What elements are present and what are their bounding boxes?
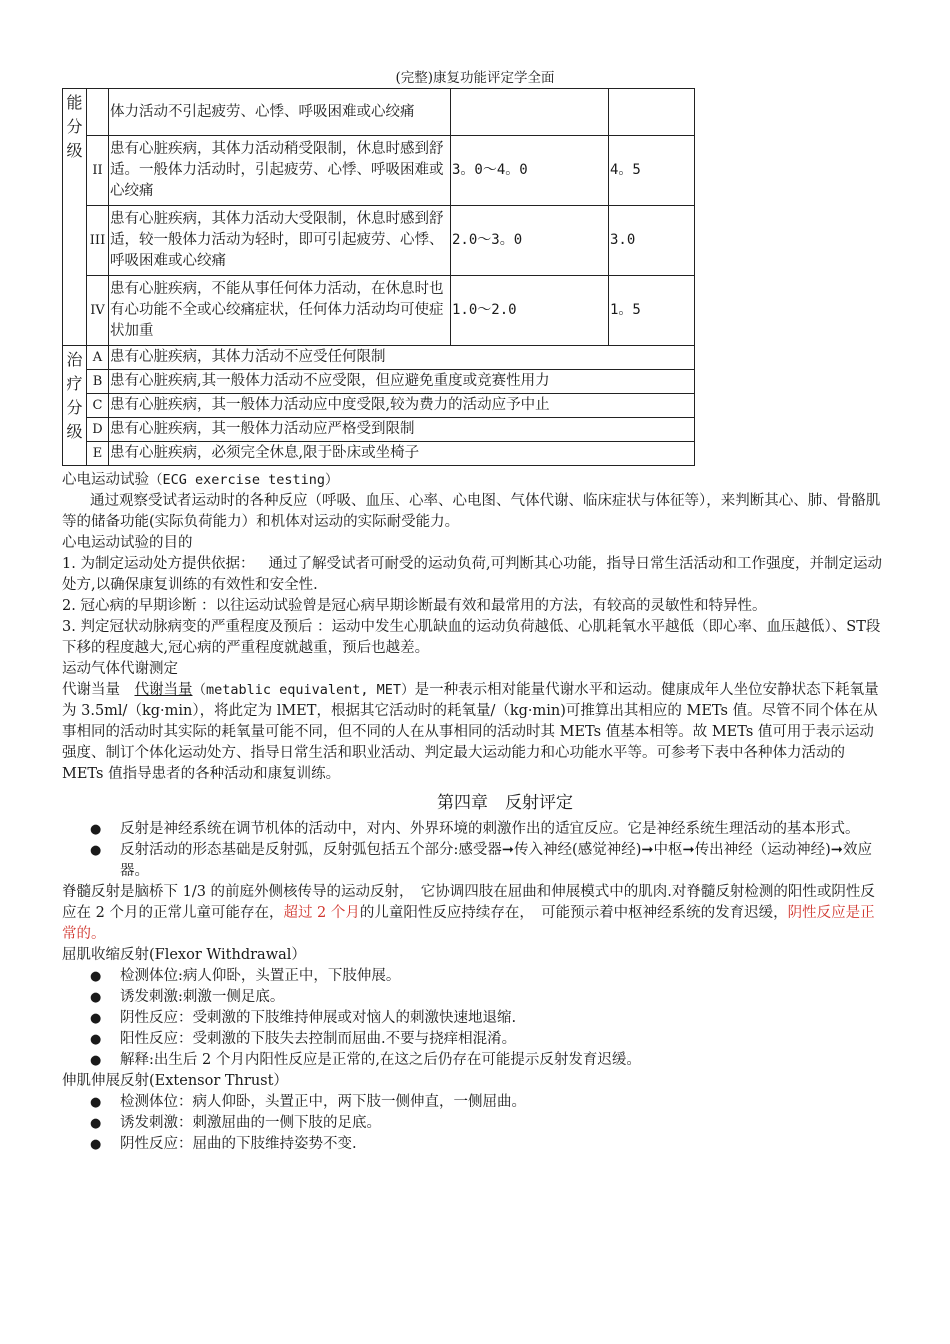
section-label-treatment-grade: 治疗分级 [63, 346, 87, 466]
grade-cell: D [87, 418, 109, 442]
section-label-function-grade: 能分级 [63, 89, 87, 346]
description-cell: 患有心脏疾病，其一般体力活动应中度受限,较为费力的活动应予中止 [109, 394, 695, 418]
highlight-text: 阴性反应是正常的。 [62, 905, 875, 942]
grade-cell [87, 89, 109, 136]
range-cell: 3。0～4。0 [451, 136, 609, 206]
ecg-purpose-item [62, 554, 888, 596]
list-item-text: 检测体位:病人仰卧，头置正中，下肢伸展。 [120, 968, 401, 984]
bullet-icon: ● [90, 1116, 102, 1131]
range-cell: 1.0～2.0 [451, 276, 609, 346]
item-title: 判定冠状动脉病变的严重程度及预后 ： [80, 619, 332, 635]
value-cell: 3.0 [609, 206, 695, 276]
table-row [63, 418, 695, 442]
range-cell: 2.0～3。0 [451, 206, 609, 276]
value-cell [609, 89, 695, 136]
grade-cell: B [87, 370, 109, 394]
ecg-heading-cn: 心电运动试验 [62, 472, 149, 488]
extensor-heading: 伸肌伸展反射(Extensor Thrust） [62, 1073, 288, 1089]
grade-cell: IV [87, 276, 109, 346]
spinal-text: 脊髓反射是脑桥下 1/3 的前庭外侧核传导的运动反射， 它协调四肢在屈曲和伸展模式中的肌肉.对脊髓反射检测的阳性或阴性反应在 2 个月的正常儿童可能存在， [62, 884, 875, 921]
table-row [63, 206, 695, 276]
grade-cell: E [87, 442, 109, 466]
table-row [63, 276, 695, 346]
bullet-icon: ● [90, 990, 102, 1005]
bullet-icon: ● [90, 843, 102, 858]
item-text: 以往运动试验曾是冠心病早期诊断最有效和最常用的方法，有较高的灵敏性和特异性。 [215, 598, 767, 614]
item-number: 3. [62, 619, 76, 635]
table-row [63, 394, 695, 418]
met-term: 代谢当量 [134, 682, 193, 698]
description-cell: 患有心脏疾病，必须完全休息,限于卧床或坐椅子 [109, 442, 695, 466]
table-row [63, 346, 695, 370]
item-text: 通过了解受试者可耐受的运动负荷,可判断其心功能，指导日常生活活动和工作强度，并制定运动处方,以确保康复训练的有效性和安全性. [62, 556, 883, 593]
table-row [63, 370, 695, 394]
bullet-icon: ● [90, 822, 102, 837]
list-item-text: 检测体位：病人仰卧，头置正中，两下肢一侧伸直，一侧屈曲。 [120, 1094, 526, 1110]
flexor-heading: 屈肌收缩反射(Flexor Withdrawal） [62, 947, 306, 963]
list-item [62, 1092, 888, 1113]
highlight-text: 超过 2 个月 [283, 905, 360, 921]
grade-cell: A [87, 346, 109, 370]
list-item [62, 966, 888, 987]
bullet-icon: ● [90, 1095, 102, 1110]
document-header-title: (完整)康复功能评定学全面 [395, 70, 555, 86]
ecg-heading [62, 470, 888, 491]
item-text: 运动中发生心肌缺血的运动负荷越低、心肌耗氧水平越低（即心率、血压越低）、ST段下移的程度越大,冠心病的严重程度就越重，预后也越差。 [62, 619, 881, 656]
description-cell: 患有心脏疾病，其一般体力活动应严格受到限制 [109, 418, 695, 442]
grade-cell: C [87, 394, 109, 418]
chapter-title: 第四章 反射评定 [437, 793, 573, 813]
list-item-text: 反射活动的形态基础是反射弧，反射弧包括五个部分:感受器➞传入神经(感觉神经)➞中枢➞传出神经（运动神经)➞效应器。 [120, 842, 872, 879]
cardiac-function-table [62, 88, 695, 466]
spinal-reflex-paragraph [62, 882, 888, 945]
table-row [63, 136, 695, 206]
extensor-list [62, 1092, 888, 1155]
description-cell: 患有心脏疾病，不能从事任何体力活动，在休息时也有心功能不全或心绞痛症状，任何体力活动均可使症状加重 [109, 276, 451, 346]
range-cell [451, 89, 609, 136]
value-cell: 4。5 [609, 136, 695, 206]
bullet-icon: ● [90, 1053, 102, 1068]
met-label: 代谢当量 [62, 682, 120, 698]
item-number: 1. [62, 556, 76, 572]
met-term-en: （metablic equivalent, MET） [192, 682, 415, 698]
table-row [63, 442, 695, 466]
description-cell: 患有心脏疾病，其体力活动大受限制，休息时感到舒适，较一般体力活动为轻时，即可引起疲劳、心悸、呼吸困难或心绞痛 [109, 206, 451, 276]
bullet-icon: ● [90, 1137, 102, 1152]
bullet-icon: ● [90, 1032, 102, 1047]
list-item-text: 阴性反应：屈曲的下肢维持姿势不变. [120, 1136, 357, 1152]
met-paragraph [62, 680, 888, 785]
list-item [62, 1008, 888, 1029]
description-cell: 体力活动不引起疲劳、心悸、呼吸困难或心绞痛 [109, 89, 451, 136]
list-item [62, 987, 888, 1008]
item-title: 为制定运动处方提供依据： [80, 556, 255, 572]
item-number: 2. [62, 598, 76, 614]
description-cell: 患有心脏疾病，其体力活动稍受限制，休息时感到舒适。一般体力活动时，引起疲劳、心悸、呼吸困难或心绞痛 [109, 136, 451, 206]
list-item-text: 诱发刺激:刺激一侧足底。 [120, 989, 285, 1005]
description-cell: 患有心脏疾病，其体力活动不应受任何限制 [109, 346, 695, 370]
met-text: 是一种表示相对能量代谢水平和运动。健康成年人坐位安静状态下耗氧量为 3.5ml/（kg·min），将此定为 lMET，根据其它活动时的耗氧量/（kg·min)可推算出其相应的 METs 值。尽管不同个体在从事相同的活动时其实际的耗氧量可能不同，但不同的人在从事相同的活动时其 METs 值基本相等。故 METs 值可用于表示运动强度、制订个体化运动处方、指导日常生活和职业活动、判定最大运动能力和心功能水平等。可参考下表中各种体力活动的 METs 值指导患者的各种活动和康复训练。 [62, 682, 879, 782]
reflex-bullet-list [62, 819, 888, 882]
item-title: 冠心病的早期诊断 ： [80, 598, 216, 614]
ecg-intro: 通过观察受试者运动时的各种反应（呼吸、血压、心率、心电图、气体代谢、临床症状与体征等），来判断其心、肺、骨骼肌等的储备功能(实际负荷能力）和机体对运动的实际耐受能力。 [62, 493, 881, 530]
document-body [62, 470, 888, 1155]
list-item-text: 阴性反应：受刺激的下肢维持伸展或对恼人的刺激快速地退缩. [120, 1010, 517, 1026]
flexor-list [62, 966, 888, 1071]
list-item-text: 阳性反应：受刺激的下肢失去控制而屈曲.不要与挠痒相混淆。 [120, 1031, 517, 1047]
list-item [62, 1134, 888, 1155]
list-item-text: 诱发刺激：刺激屈曲的一侧下肢的足底。 [120, 1115, 381, 1131]
list-item [62, 1113, 888, 1134]
ecg-heading-en: （ECG exercise testing） [149, 472, 339, 488]
value-cell: 1。5 [609, 276, 695, 346]
grade-cell: II [87, 136, 109, 206]
ecg-purpose-heading: 心电运动试验的目的 [62, 535, 193, 551]
description-cell: 患有心脏疾病,其一般体力活动不应受限，但应避免重度或竞赛性用力 [109, 370, 695, 394]
list-item-text: 解释:出生后 2 个月内阳性反应是正常的,在这之后仍存在可能提示反射发育迟缓。 [120, 1052, 641, 1068]
grade-cell: III [87, 206, 109, 276]
list-item [62, 840, 888, 882]
list-item [62, 1050, 888, 1071]
ecg-purpose-item [62, 596, 888, 617]
bullet-icon: ● [90, 969, 102, 984]
spinal-text: 的儿童阳性反应持续存在， 可能预示着中枢神经系统的发育迟缓， [359, 905, 788, 921]
bullet-icon: ● [90, 1011, 102, 1026]
ecg-purpose-item [62, 617, 888, 659]
table-row [63, 89, 695, 136]
list-item-text: 反射是神经系统在调节机体的活动中，对内、外界环境的刺激作出的适宜反应。它是神经系统生理活动的基本形式。 [120, 821, 860, 837]
list-item [62, 1029, 888, 1050]
met-heading: 运动气体代谢测定 [62, 661, 178, 677]
list-item [62, 819, 888, 840]
